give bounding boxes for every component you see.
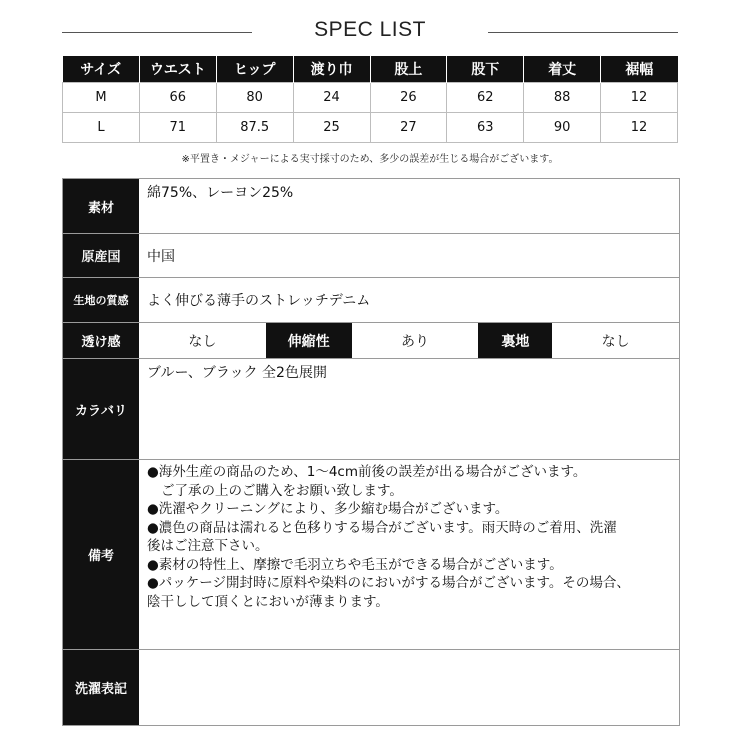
spec-value-origin: 中国 (147, 248, 175, 265)
remark-line: ●海外生産の商品のため、1〜4cm前後の誤差が出る場合がございます。 (147, 464, 587, 480)
remark-line: ●濃色の商品は濡れると色移りする場合がございます。雨天時のご着用、洗濯 (147, 519, 617, 536)
table-cell: 63 (447, 113, 524, 143)
table-cell: 24 (293, 83, 370, 113)
spec-label-stretch: 伸縮性 (266, 323, 352, 358)
table-cell: L (63, 113, 140, 143)
spec-label-origin: 原産国 (63, 234, 139, 277)
spec-label-material: 素材 (63, 179, 139, 233)
spec-value-colors: ブルー、ブラック 全2色展開 (147, 365, 327, 381)
spec-row-material (63, 178, 679, 233)
page-title: SPEC LIST (314, 18, 426, 41)
col-header-waist: ウエスト (139, 56, 216, 83)
spec-label-sheer: 透け感 (63, 323, 139, 358)
spec-value-stretch: あり (401, 333, 429, 350)
table-cell: 71 (139, 113, 216, 143)
measurement-note: ※平置き・メジャーによる実寸採寸のため、多少の誤差が生じる場合がございます。 (181, 154, 559, 165)
spec-row-colors (63, 358, 679, 459)
table-cell: 66 (139, 83, 216, 113)
remark-line: ●パッケージ開封時に原料や染料のにおいがする場合がございます。その場合、 (147, 575, 630, 591)
table-cell: 80 (216, 83, 293, 113)
col-header-length: 着丈 (524, 56, 601, 83)
table-cell: 88 (524, 83, 601, 113)
spec-label-care: 洗濯表記 (63, 650, 139, 725)
table-cell: 27 (370, 113, 447, 143)
spec-row-properties (63, 322, 679, 358)
spec-label-colors: カラバリ (63, 359, 139, 459)
title-divider-right (488, 32, 678, 33)
table-cell: 90 (524, 113, 601, 143)
remark-line: 陰干しして頂くとにおいが薄まります。 (147, 593, 389, 610)
col-header-size: サイズ (63, 56, 140, 83)
table-cell: 62 (447, 83, 524, 113)
table-cell: 87.5 (216, 113, 293, 143)
spec-label-remarks: 備考 (63, 460, 139, 649)
remark-line: ●素材の特性上、摩擦で毛羽立ちや毛玉ができる場合がございます。 (147, 556, 563, 573)
spec-value-sheer: なし (188, 333, 217, 350)
table-row (63, 113, 678, 143)
spec-label-texture: 生地の質感 (63, 278, 139, 322)
spec-value-texture: よく伸びる薄手のストレッチデニム (147, 293, 371, 309)
spec-row-texture (63, 277, 679, 322)
col-header-rise: 股上 (370, 56, 447, 83)
table-cell: 26 (370, 83, 447, 113)
table-cell: M (63, 83, 140, 113)
spec-row-care (63, 649, 679, 725)
table-cell: 25 (293, 113, 370, 143)
spec-value-lining: なし (601, 333, 630, 350)
spec-table (62, 178, 680, 726)
spec-row-remarks (63, 459, 679, 649)
remark-line: 後はご注意下さい。 (147, 538, 269, 554)
table-row (63, 83, 678, 113)
col-header-hem: 裾幅 (601, 56, 678, 83)
spec-value-material: 綿75%、レーヨン25% (147, 185, 294, 201)
size-table (62, 56, 678, 143)
col-header-thigh: 渡り巾 (293, 56, 370, 83)
table-cell: 12 (601, 113, 678, 143)
spec-row-origin (63, 233, 679, 277)
table-cell: 12 (601, 83, 678, 113)
remark-line: ご了承の上のご購入をお願い致します。 (161, 482, 403, 499)
col-header-inseam: 股下 (447, 56, 524, 83)
col-header-hip: ヒップ (216, 56, 293, 83)
spec-label-lining: 裏地 (478, 323, 552, 358)
remarks-list (139, 460, 638, 649)
remark-line: ●洗濯やクリーニングにより、多少縮む場合がございます。 (147, 501, 509, 517)
spec-value-care (139, 650, 679, 725)
size-table-header-row (63, 56, 678, 83)
spec-list-header (62, 18, 678, 48)
